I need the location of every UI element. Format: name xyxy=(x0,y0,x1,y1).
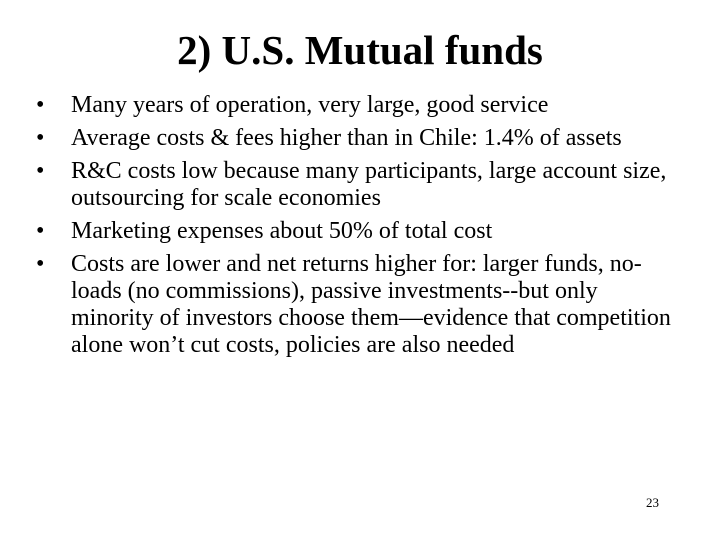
bullet-item xyxy=(36,251,676,359)
bullet-marker: • xyxy=(36,158,45,184)
bullet-marker: • xyxy=(36,218,45,244)
bullet-item xyxy=(36,125,676,152)
bullet-text: Marketing expenses about 50% of total cost xyxy=(71,218,493,244)
bullet-item xyxy=(36,218,676,245)
bullet-item xyxy=(36,158,676,212)
bullet-text: Average costs & fees higher than in Chile: 1.4% of assets xyxy=(71,125,622,151)
bullet-list xyxy=(36,92,676,365)
bullet-item xyxy=(36,92,676,119)
bullet-text: Costs are lower and net returns higher for: larger funds, no-loads (no commissions), passive investments--but only minority of investors choose them—evidence that competition alone won’t cut costs, policies are also needed xyxy=(71,251,671,358)
bullet-text: Many years of operation, very large, good service xyxy=(71,92,549,118)
bullet-text: R&C costs low because many participants, large account size, outsourcing for scale economies xyxy=(71,158,667,211)
slide-title: 2) U.S. Mutual funds xyxy=(177,27,543,73)
page-number: 23 xyxy=(646,495,659,510)
bullet-marker: • xyxy=(36,125,45,151)
bullet-marker: • xyxy=(36,251,45,277)
bullet-marker: • xyxy=(36,92,45,118)
